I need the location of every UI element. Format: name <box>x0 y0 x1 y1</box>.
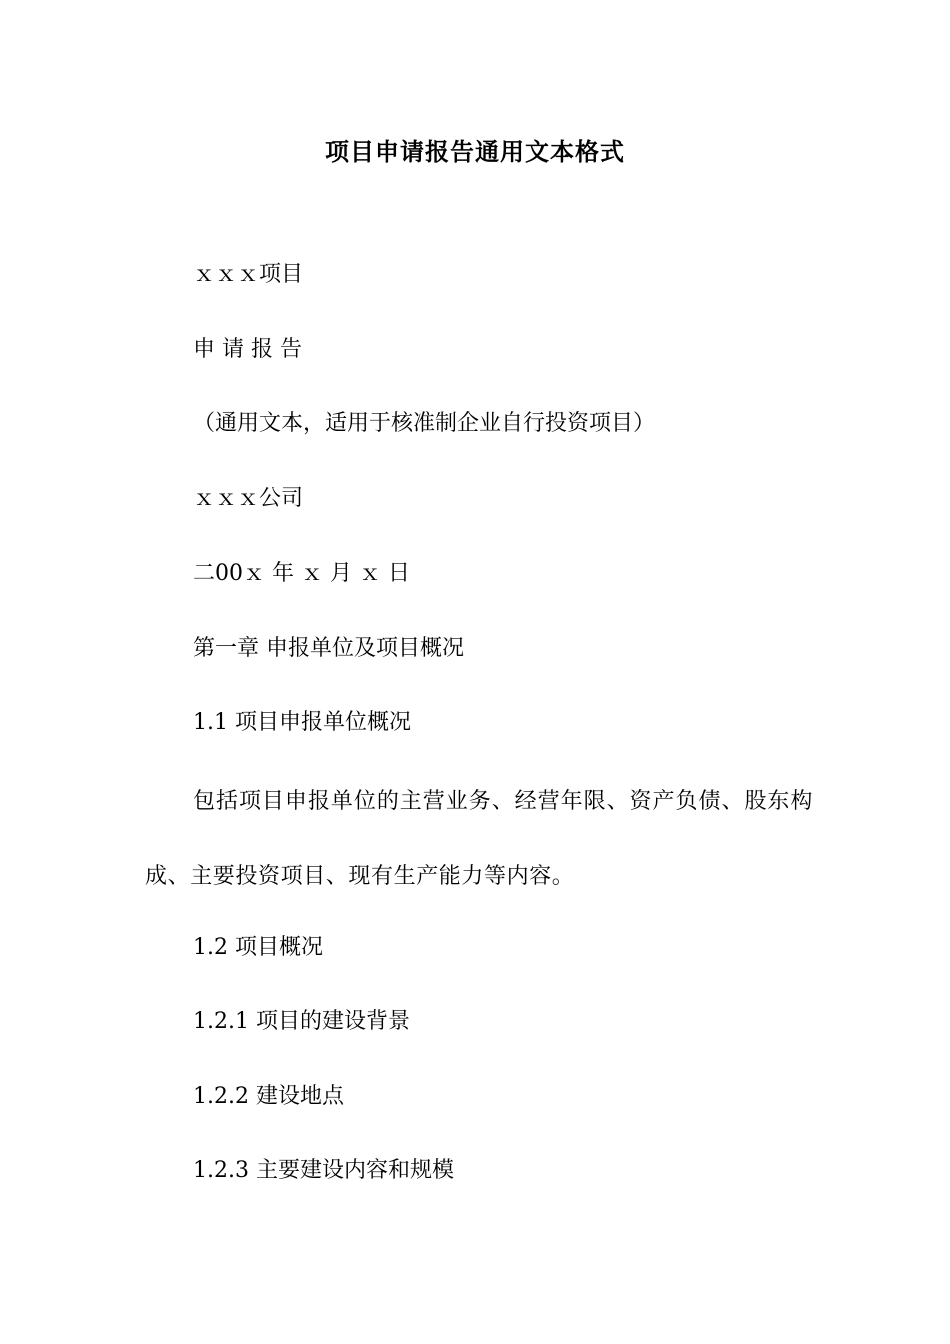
document-title: 项目申请报告通用文本格式 <box>325 137 625 166</box>
company-name: ｘｘｘ公司 <box>193 486 304 511</box>
subsection-1-2-3: 1.2.3 主要建设内容和规模 <box>193 1158 454 1183</box>
subsection-1-2-2: 1.2.2 建设地点 <box>193 1084 344 1109</box>
section-1-1-heading: 1.1 项目申报单位概况 <box>193 710 411 735</box>
document-date: 二00ｘ 年 ｘ 月 ｘ 日 <box>193 561 410 586</box>
report-label: 申 请 报 告 <box>193 337 302 362</box>
subsection-1-2-1: 1.2.1 项目的建设背景 <box>193 1009 410 1034</box>
section-1-1-body: 包括项目申报单位的主营业务、经营年限、资产负债、股东构成、主要投资项目、现有生产能力等内容。 <box>145 789 813 889</box>
chapter-1-heading: 第一章 申报单位及项目概况 <box>193 636 464 661</box>
document-subtitle: （通用文本，适用于核准制企业自行投资项目） <box>193 411 656 436</box>
project-name: ｘｘｘ项目 <box>193 262 304 287</box>
section-1-2-heading: 1.2 项目概况 <box>193 935 323 960</box>
